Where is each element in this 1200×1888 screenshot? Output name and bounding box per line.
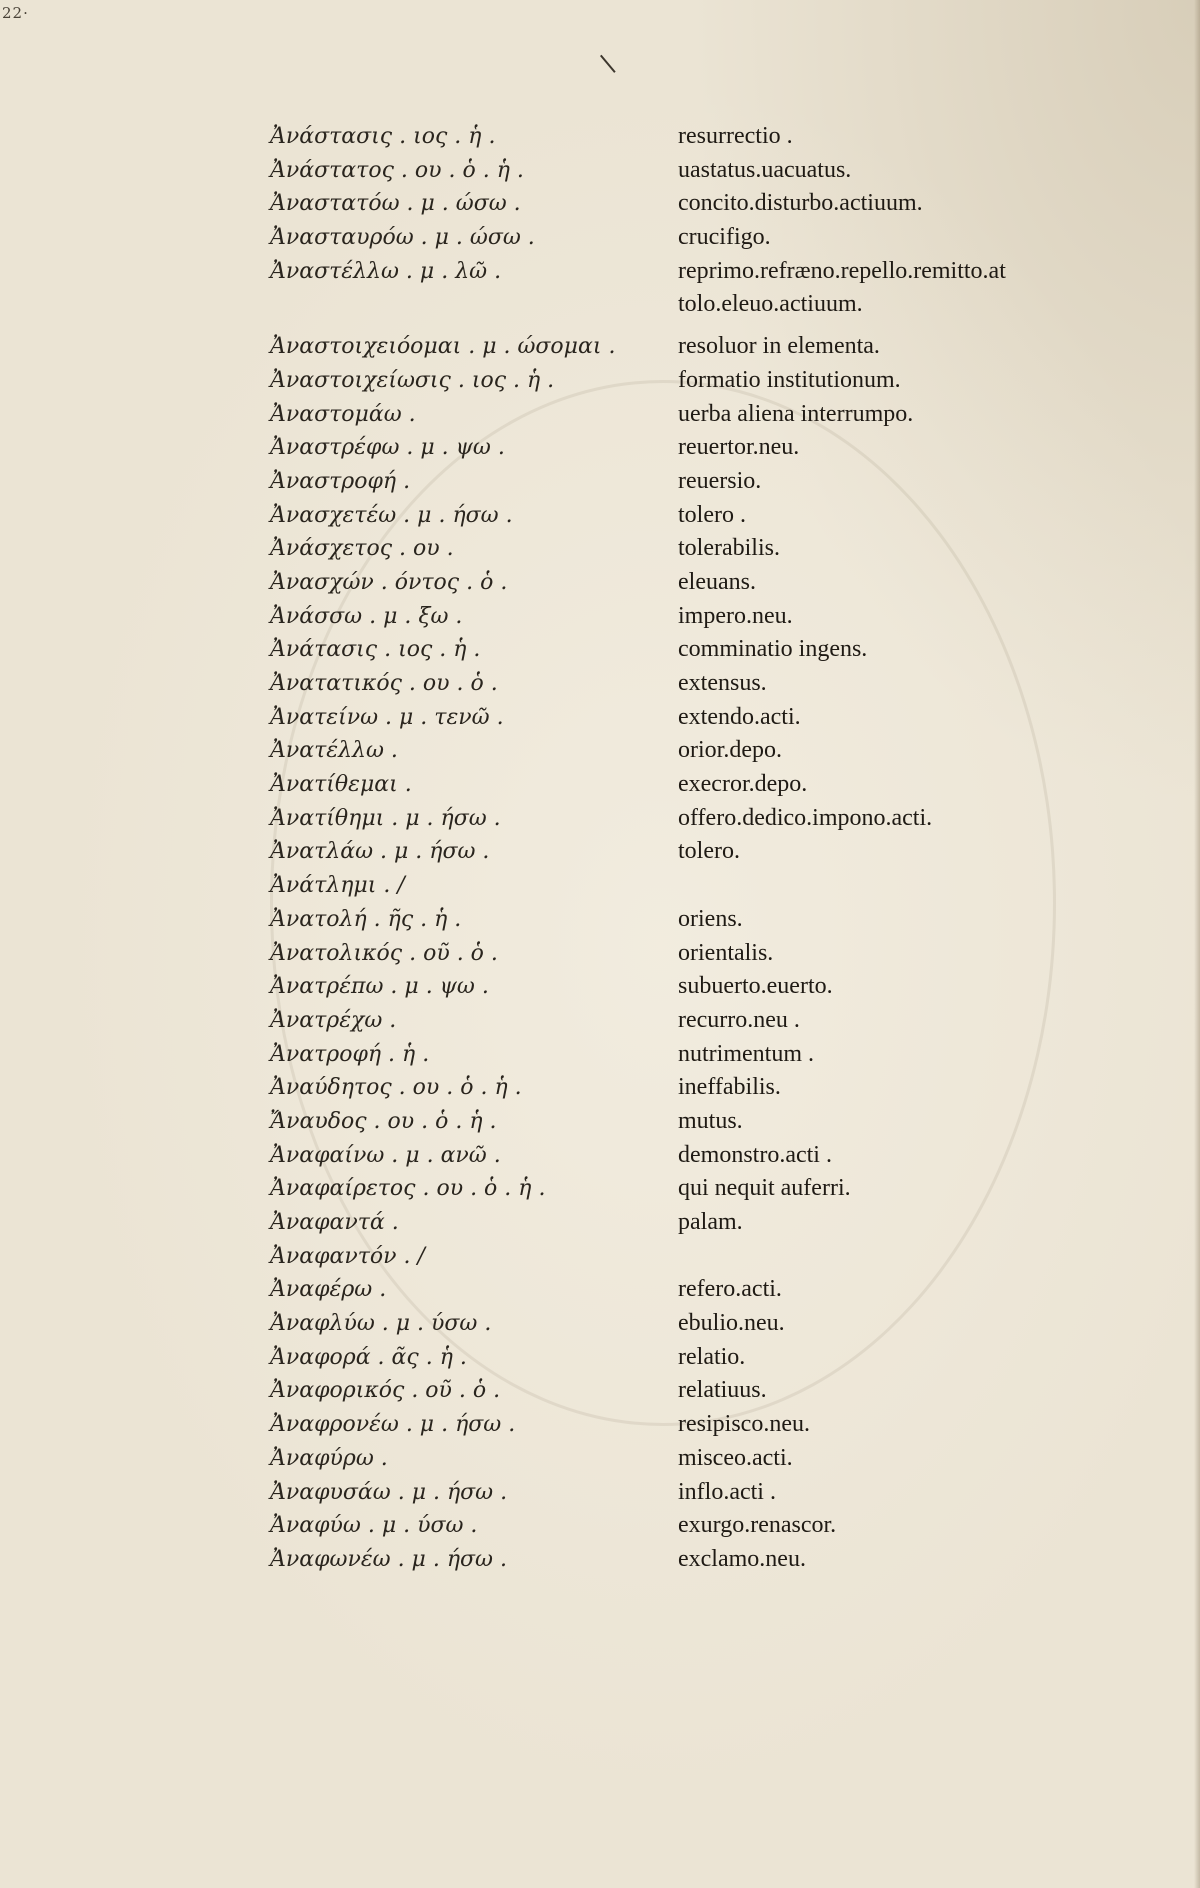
latin-gloss: uerba aliena interrumpo.	[678, 400, 914, 427]
latin-gloss: demonstro.acti .	[678, 1141, 832, 1168]
latin-gloss: resoluor in elementa.	[678, 333, 880, 360]
greek-headword: Ἀναφωνέω . μ . ήσω .	[270, 1546, 507, 1572]
dictionary-entry	[270, 120, 1100, 154]
latin-gloss: resipisco.neu.	[678, 1411, 810, 1438]
dictionary-entry	[270, 1139, 1100, 1173]
greek-headword: Ἀνάσσω . μ . ξω .	[270, 603, 463, 629]
greek-headword: Ἀνάτλημι . /	[270, 873, 405, 899]
greek-headword: Ἀναστατόω . μ . ώσω .	[270, 191, 521, 217]
greek-headword: Ἀνατλάω . μ . ήσω .	[270, 839, 490, 865]
greek-headword: Ἀνατολικός . οῦ . ὁ .	[270, 940, 498, 966]
greek-headword: Ἀνασχετέω . μ . ήσω .	[270, 502, 513, 528]
latin-gloss: oriens.	[678, 905, 743, 932]
page-edge-shadow	[1194, 0, 1200, 1888]
greek-headword: Ἀνασχών . όντος . ὁ .	[270, 569, 508, 595]
latin-gloss: exclamo.neu.	[678, 1545, 806, 1572]
latin-gloss: eleuans.	[678, 568, 756, 595]
greek-headword: Ἀναφύω . μ . ύσω .	[270, 1513, 478, 1539]
dictionary-entry	[270, 1442, 1100, 1476]
dictionary-entry	[270, 1071, 1100, 1105]
latin-gloss: execror.depo.	[678, 771, 808, 798]
latin-gloss: comminatio ingens.	[678, 636, 868, 663]
latin-gloss: offero.dedico.impono.acti.	[678, 804, 933, 831]
greek-headword: Ἀναφυσάω . μ . ήσω .	[270, 1479, 508, 1505]
dictionary-entry	[270, 566, 1100, 600]
dictionary-entry	[270, 465, 1100, 499]
dictionary-entry	[270, 154, 1100, 188]
latin-gloss: misceo.acti.	[678, 1444, 793, 1471]
dictionary-entry	[270, 1374, 1100, 1408]
latin-gloss: palam.	[678, 1209, 743, 1235]
greek-headword: Ἀναστροφή .	[270, 468, 411, 494]
latin-gloss: orientalis.	[678, 939, 774, 966]
greek-headword: Ἀναφέρω .	[270, 1277, 387, 1303]
greek-headword: Ἀναφλύω . μ . ύσω .	[270, 1311, 492, 1337]
greek-headword: Ἀνάστατος . ου . ὁ . ἡ .	[270, 157, 524, 183]
greek-headword: Ἀναφορά . ᾶς . ἡ .	[270, 1344, 467, 1370]
dictionary-entry	[270, 1206, 1100, 1240]
greek-headword: Ἀνασταυρόω . μ . ώσω .	[270, 225, 535, 251]
latin-gloss: exurgo.renascor.	[678, 1512, 837, 1539]
greek-headword: Ἀναφρονέω . μ . ήσω .	[270, 1412, 516, 1438]
latin-gloss: relatiuus.	[678, 1377, 767, 1404]
dictionary-entry	[270, 1105, 1100, 1139]
greek-headword: Ἀνατίθημι . μ . ήσω .	[270, 805, 501, 831]
latin-gloss: resurrectio .	[678, 123, 793, 149]
latin-gloss: reprimo.refræno.repello.remitto.at	[678, 257, 1006, 284]
greek-headword: Ἀνατατικός . ου . ὁ .	[270, 671, 498, 696]
dictionary-entry	[270, 869, 1100, 903]
greek-headword: Ἀναστομάω .	[270, 401, 416, 427]
dictionary-entry	[270, 1038, 1100, 1072]
dictionary-entry	[270, 1509, 1100, 1543]
dictionary-entry	[270, 364, 1100, 398]
latin-gloss: extensus.	[678, 670, 767, 696]
dictionary-entry	[270, 600, 1100, 634]
greek-headword: Ἀνατείνω . μ . τενῶ .	[270, 704, 504, 730]
greek-headword: Ἀναφαντόν . /	[270, 1243, 425, 1269]
dictionary-entry	[270, 1476, 1100, 1510]
latin-gloss: refero.acti.	[678, 1276, 782, 1303]
greek-headword: Ἀναστρέφω . μ . ψω .	[270, 435, 505, 461]
dictionary-entry	[270, 903, 1100, 937]
greek-headword: Ἀναστοιχείωσις . ιος . ἡ .	[270, 367, 555, 393]
dictionary-entry	[270, 633, 1100, 667]
latin-gloss: recurro.neu .	[678, 1006, 800, 1033]
dictionary-entry	[270, 221, 1100, 255]
latin-gloss: mutus.	[678, 1107, 743, 1134]
dictionary-entry	[270, 499, 1100, 533]
greek-headword: Ἀναφαίνω . μ . ανῶ .	[270, 1142, 501, 1168]
greek-headword: Ἀνάτασις . ιος . ἡ .	[270, 637, 481, 663]
latin-gloss: ebulio.neu.	[678, 1310, 785, 1337]
latin-gloss: nutrimentum .	[678, 1040, 814, 1067]
ink-tick-mark	[600, 55, 616, 73]
greek-headword: Ἀνάστασις . ιος . ἡ .	[270, 124, 496, 149]
dictionary-entry	[270, 734, 1100, 768]
dictionary-entry	[270, 937, 1100, 971]
dictionary-entry	[270, 1307, 1100, 1341]
dictionary-entry	[270, 970, 1100, 1004]
dictionary-entry	[270, 835, 1100, 869]
dictionary-entries	[270, 120, 1100, 1577]
dictionary-entry	[270, 768, 1100, 802]
dictionary-entry	[270, 255, 1100, 289]
dictionary-entry	[270, 398, 1100, 432]
latin-gloss: reuertor.neu.	[678, 434, 800, 461]
dictionary-entry	[270, 701, 1100, 735]
latin-gloss: crucifigo.	[678, 224, 771, 251]
greek-headword: Ἀνατέλλω .	[270, 738, 398, 764]
greek-headword: Ἀναστέλλω . μ . λῶ .	[270, 258, 502, 284]
greek-headword: Ἀνατολή . ῆς . ἡ .	[270, 906, 462, 932]
latin-gloss: inflo.acti .	[678, 1478, 776, 1505]
latin-gloss: impero.neu.	[678, 602, 793, 629]
greek-headword: Ἀνάσχετος . ου .	[270, 536, 454, 562]
greek-headword: Ἀνατροφή . ἡ .	[270, 1041, 430, 1067]
dictionary-entry	[270, 187, 1100, 221]
dictionary-entry	[270, 1341, 1100, 1375]
latin-gloss: tolero.	[678, 838, 740, 865]
dictionary-entry	[270, 1273, 1100, 1307]
dictionary-entry	[270, 1408, 1100, 1442]
greek-headword: Ἀναφορικός . οῦ . ὁ .	[270, 1378, 501, 1404]
latin-gloss: tolero .	[678, 501, 746, 528]
dictionary-entry	[270, 802, 1100, 836]
latin-gloss: ineffabilis.	[678, 1074, 781, 1101]
latin-gloss: reuersio.	[678, 467, 762, 494]
latin-gloss: relatio.	[678, 1343, 746, 1370]
greek-headword: Ἀναφύρω .	[270, 1445, 388, 1471]
greek-headword: Ἀνατρέπω . μ . ψω .	[270, 974, 489, 1000]
dictionary-entry	[270, 1172, 1100, 1206]
latin-gloss: orior.depo.	[678, 737, 782, 764]
greek-headword: Ἀνατρέχω .	[270, 1007, 397, 1033]
greek-headword: Ἀναύδητος . ου . ὁ . ἡ .	[270, 1075, 522, 1101]
latin-gloss: extendo.acti.	[678, 703, 801, 730]
dictionary-entry	[270, 330, 1100, 364]
greek-headword: Ἄναυδος . ου . ὁ . ἡ .	[270, 1108, 497, 1134]
dictionary-entry	[270, 1240, 1100, 1274]
latin-gloss: subuerto.euerto.	[678, 973, 833, 1000]
greek-headword: Ἀνατίθεμαι .	[270, 772, 412, 798]
dictionary-entry	[270, 1543, 1100, 1577]
dictionary-entry	[270, 1004, 1100, 1038]
dictionary-entry	[270, 532, 1100, 566]
greek-headword: Ἀναστοιχειόομαι . μ . ώσομαι .	[270, 334, 616, 360]
dictionary-entry-continuation	[270, 288, 1100, 322]
greek-headword: Ἀναφαντά .	[270, 1210, 399, 1235]
latin-gloss: tolo.eleuo.actiuum.	[678, 291, 863, 318]
latin-gloss: uastatus.uacuatus.	[678, 156, 852, 183]
folio-mark: 22·	[2, 4, 29, 22]
latin-gloss: concito.disturbo.actiuum.	[678, 190, 923, 217]
dictionary-entry	[270, 431, 1100, 465]
latin-gloss: tolerabilis.	[678, 535, 780, 562]
dictionary-entry	[270, 667, 1100, 701]
greek-headword: Ἀναφαίρετος . ου . ὁ . ἡ .	[270, 1176, 546, 1202]
latin-gloss: formatio institutionum.	[678, 366, 901, 393]
latin-gloss: qui nequit auferri.	[678, 1175, 851, 1202]
